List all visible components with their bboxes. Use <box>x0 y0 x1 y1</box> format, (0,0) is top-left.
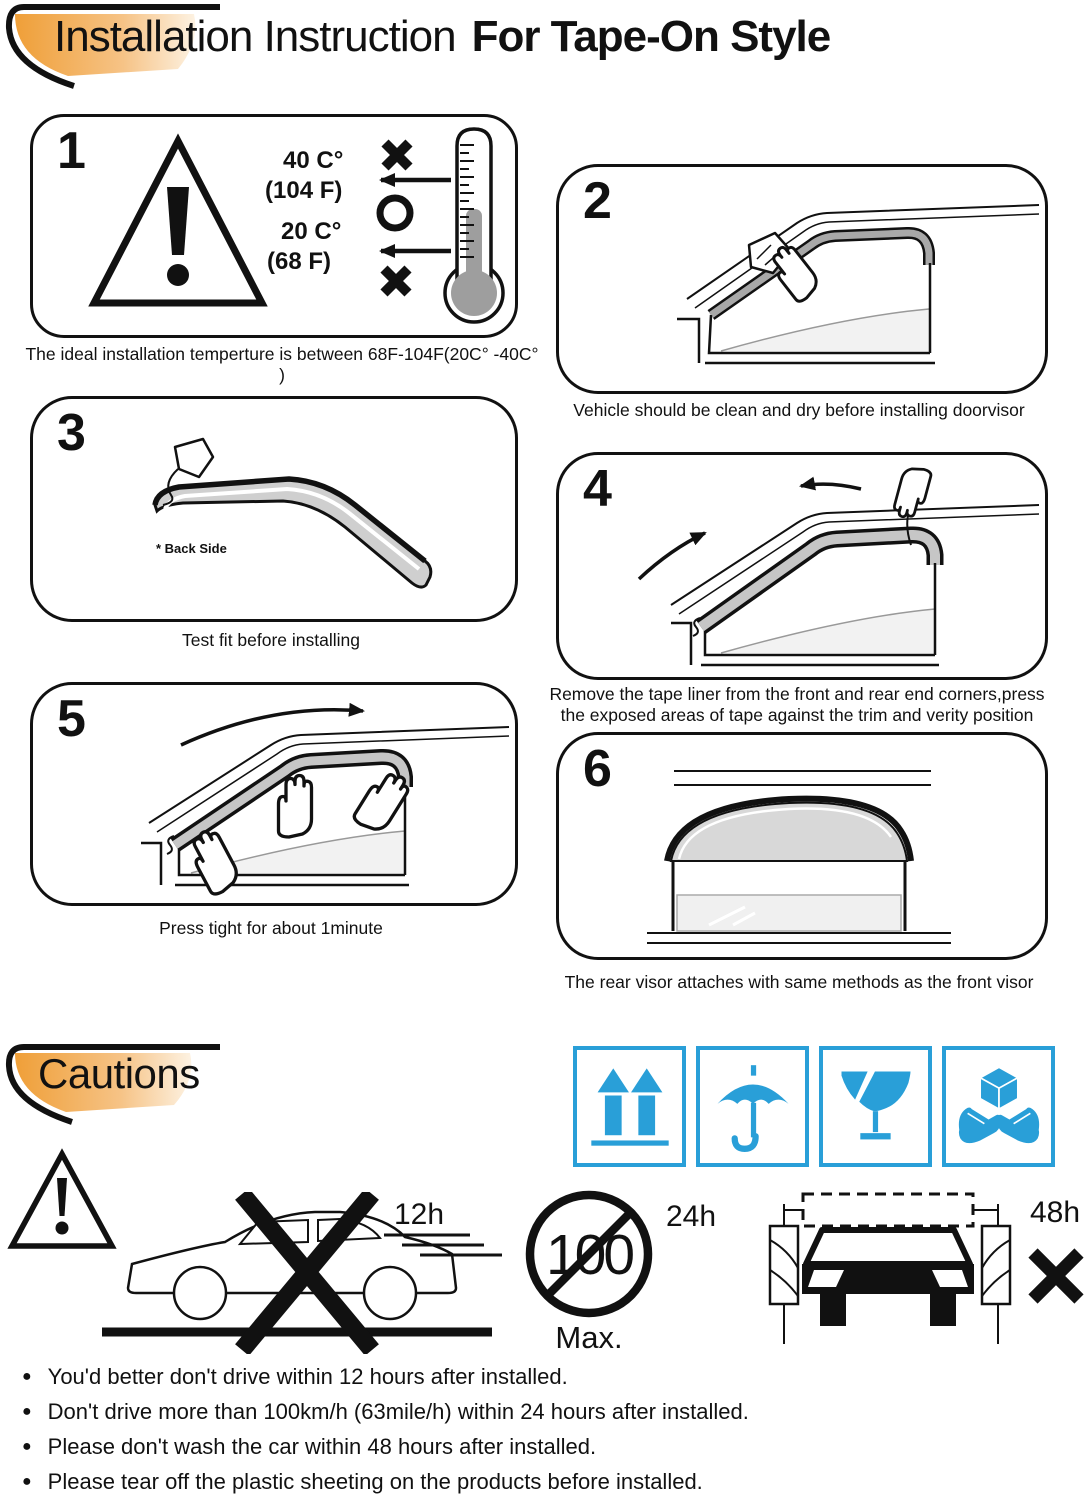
temp-low-f-label: (68 F) <box>267 248 332 275</box>
bullet-text: You'd better don't drive within 12 hours after installed. <box>47 1364 568 1389</box>
speed-lines <box>372 1232 507 1260</box>
visor-test-fit-illustration <box>33 399 511 615</box>
keep-dry-glyph <box>709 1061 797 1153</box>
bullet-text: Don't drive more than 100km/h (63mile/h) within 24 hours after installed. <box>47 1399 749 1424</box>
step-1-number: 1 <box>57 122 86 180</box>
page-title <box>54 12 830 62</box>
step-3-caption: Test fit before installing <box>181 630 360 650</box>
keep-dry-icon <box>696 1046 809 1167</box>
bullet-dot-icon: ● <box>22 1368 32 1385</box>
press-visor-illustration <box>33 685 511 899</box>
cautions-title: Cautions <box>38 1050 200 1097</box>
step-4-number: 4 <box>583 460 612 518</box>
step-2-number: 2 <box>583 172 612 230</box>
bullet-dot-icon: ● <box>22 1438 32 1455</box>
step-panel-3 <box>30 396 518 622</box>
window-cleaning-illustration <box>559 167 1041 387</box>
step-panel-2 <box>556 164 1048 394</box>
fragile-glyph <box>832 1061 920 1153</box>
step-panel-6 <box>556 732 1048 960</box>
bullet-text: Please don't wash the car within 48 hours after installed. <box>47 1434 597 1459</box>
bullet-item <box>22 1434 1072 1460</box>
step-6-number: 6 <box>583 740 612 798</box>
temp-high-f-label: (104 F) <box>265 177 343 204</box>
temperature-illustration <box>33 117 513 331</box>
rear-visor-illustration <box>559 735 1041 953</box>
handle-with-care-glyph <box>955 1061 1043 1153</box>
step-5-number: 5 <box>57 690 86 748</box>
page-title-bold: For Tape-On Style <box>471 12 831 61</box>
step-1-caption: The ideal installation temperture is between 68F-104F(20C° -40C° ) <box>25 344 539 386</box>
page-title-regular: Installation Instruction <box>54 12 456 61</box>
no-wash-x-icon <box>1026 1246 1084 1306</box>
step-2-caption: Vehicle should be clean and dry before installing doorvisor <box>573 400 1025 420</box>
no-wash-hours-label: 48h <box>1030 1196 1081 1229</box>
bullet-dot-icon: ● <box>22 1473 32 1490</box>
tape-liner-removal-illustration <box>559 455 1041 673</box>
fragile-icon <box>819 1046 932 1167</box>
step-panel-5 <box>30 682 518 906</box>
cautions-bullet-list <box>22 1364 1072 1496</box>
step-6-caption: The rear visor attaches with same methods as the front visor <box>564 972 1034 992</box>
temp-low-c-label: 20 C° <box>281 218 342 245</box>
step-4-caption: Remove the tape liner from the front and rear end corners,press the exposed areas of tape against the trim and verity position <box>549 684 1045 726</box>
speed-limit-value: 100 <box>545 1223 633 1287</box>
step-panel-1 <box>30 114 518 338</box>
bullet-item <box>22 1399 1072 1425</box>
step-5-caption: Press tight for about 1minute <box>159 918 383 938</box>
speed-max-label: Max. <box>555 1320 623 1355</box>
back-side-label: * Back Side <box>156 541 227 556</box>
bullet-dot-icon: ● <box>22 1403 32 1420</box>
temp-high-c-label: 40 C° <box>283 147 344 174</box>
speed-hours-label: 24h <box>666 1200 717 1233</box>
car-wash-illustration <box>758 1186 1024 1354</box>
bullet-item <box>22 1469 1072 1495</box>
this-side-up-icon <box>573 1046 686 1167</box>
no-drive-hours-label: 12h <box>394 1198 445 1231</box>
shipping-icons-row <box>573 1046 1055 1167</box>
bullet-text: Please tear off the plastic sheeting on the products before installed. <box>47 1469 703 1494</box>
bullet-item <box>22 1364 1072 1390</box>
step-panel-4 <box>556 452 1048 680</box>
handle-with-care-icon <box>942 1046 1055 1167</box>
this-side-up-glyph <box>586 1061 674 1153</box>
step-3-number: 3 <box>57 404 86 462</box>
